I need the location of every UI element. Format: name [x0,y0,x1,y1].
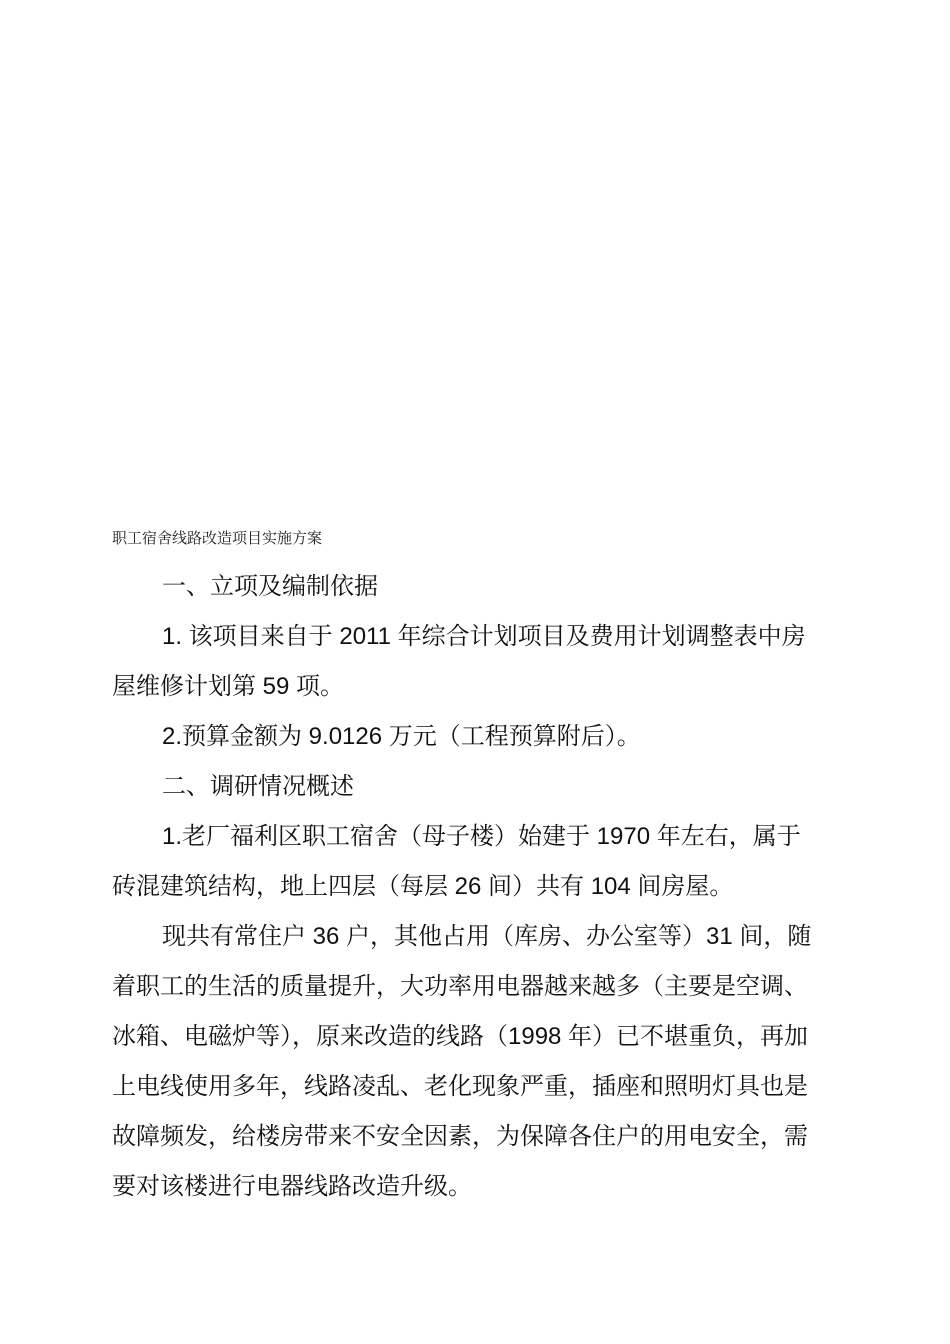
text-line: 二、调研情况概述 [162,773,354,800]
paragraph-building-info [112,812,832,912]
text-line: 屋维修计划第 59 项。 [112,673,345,700]
document-title: 职工宿舍线路改造项目实施方案 [112,529,323,547]
text-line: 1.老厂福利区职工宿舍（母子楼）始建于 1970 年左右，属于 [162,823,801,850]
text-line: 上电线使用多年，线路凌乱、老化现象严重，插座和照明灯具也是 [112,1073,808,1100]
text-line: 故障频发，给楼房带来不安全因素，为保障各住户的用电安全，需 [112,1123,808,1150]
text-line: 要对该楼进行电器线路改造升级。 [112,1173,472,1200]
paragraph-current-status [112,912,832,1212]
section-heading-basis [112,562,832,612]
document-body [112,562,832,1212]
paragraph-project-source [112,612,832,712]
text-line: 2.预算金额为 9.0126 万元（工程预算附后）。 [162,723,641,750]
text-line: 一、立项及编制依据 [162,573,378,600]
text-line: 现共有常住户 36 户，其他占用（库房、办公室等）31 间，随 [162,923,812,950]
section-heading-survey [112,762,832,812]
text-line: 冰箱、电磁炉等），原来改造的线路（1998 年）已不堪重负，再加 [112,1023,809,1050]
paragraph-budget [112,712,832,762]
text-line: 1. 该项目来自于 2011 年综合计划项目及费用计划调整表中房 [162,623,806,650]
text-line: 着职工的生活的质量提升，大功率用电器越来越多（主要是空调、 [112,973,808,1000]
text-line: 砖混建筑结构，地上四层（每层 26 间）共有 104 间房屋。 [112,873,734,900]
